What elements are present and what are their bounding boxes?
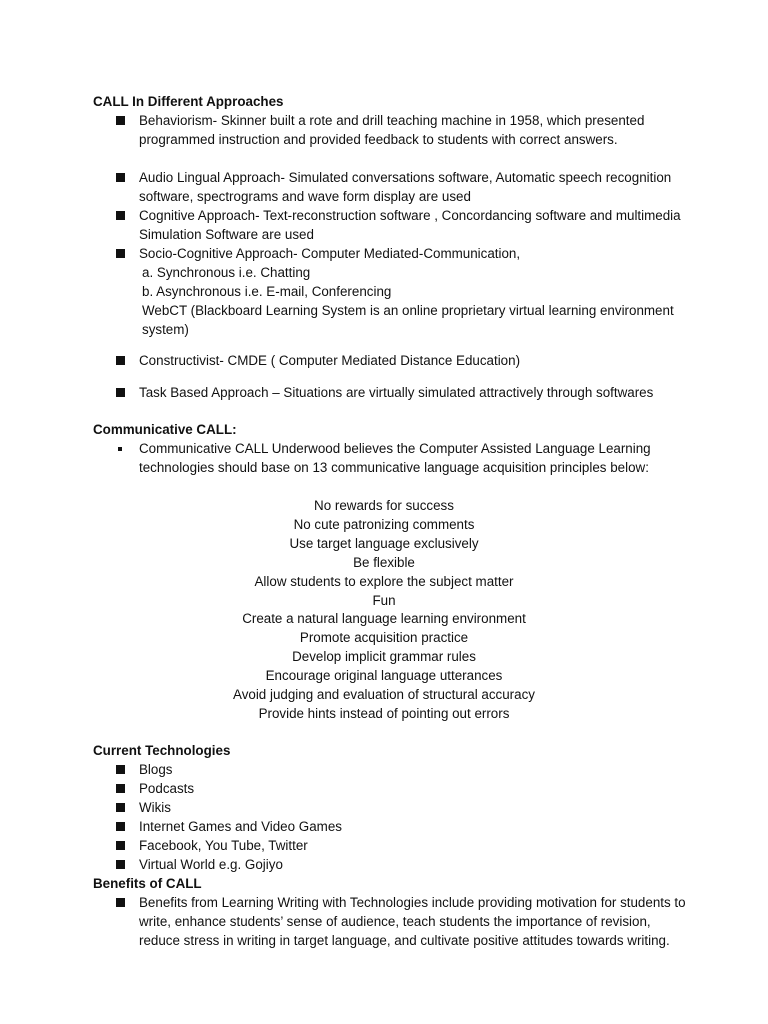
list-item-text: Virtual World e.g. Gojiyo <box>139 857 283 872</box>
square-bullet-icon <box>116 356 125 365</box>
square-bullet-icon <box>116 898 125 907</box>
list-item-text: Behaviorism- Skinner built a rote and drill teaching machine in 1958, which presented programmed instruction and provided feedback to students with correct answers. <box>139 113 645 147</box>
list-item-technology <box>116 818 686 837</box>
small-square-bullet-icon <box>118 447 122 451</box>
list-item-text: Internet Games and Video Games <box>139 819 342 834</box>
principle-line: Use target language exclusively <box>289 536 479 551</box>
square-bullet-icon <box>116 249 125 258</box>
list-item-technology <box>116 837 686 856</box>
list-item-cognitive <box>116 207 686 245</box>
list-item-text: Facebook, You Tube, Twitter <box>139 838 308 853</box>
list-item-audio-lingual <box>116 169 686 207</box>
principle-line: No cute patronizing comments <box>293 517 475 532</box>
square-bullet-icon <box>116 784 125 793</box>
section-heading-technologies: Current Technologies <box>93 743 231 758</box>
list-item-task-based <box>116 384 686 403</box>
square-bullet-icon <box>116 841 125 850</box>
section-heading-benefits: Benefits of CALL <box>93 876 202 891</box>
square-bullet-icon <box>116 860 125 869</box>
list-item-socio-cognitive <box>116 245 686 264</box>
square-bullet-icon <box>116 803 125 812</box>
list-item-text: Task Based Approach – Situations are virtually simulated attractively through softwares <box>139 385 654 400</box>
list-item-text: Wikis <box>139 800 171 815</box>
square-bullet-icon <box>116 116 125 125</box>
list-item-benefit <box>116 894 686 950</box>
principle-line: Develop implicit grammar rules <box>292 649 476 664</box>
square-bullet-icon <box>116 388 125 397</box>
principle-line: Provide hints instead of pointing out errors <box>258 706 510 721</box>
list-item-text: Socio-Cognitive Approach- Computer Mediated-Communication, <box>139 246 521 261</box>
square-bullet-icon <box>116 765 125 774</box>
socio-sub-asynchronous: b. Asynchronous i.e. E-mail, Conferencing <box>142 284 392 299</box>
square-bullet-icon <box>116 173 125 182</box>
list-item-technology <box>116 856 686 875</box>
list-item-text: Audio Lingual Approach- Simulated conversations software, Automatic speech recognition software, spectrograms and wave form display are used <box>139 170 672 204</box>
principle-line: Be flexible <box>353 555 415 570</box>
principle-line: Avoid judging and evaluation of structural accuracy <box>233 687 535 702</box>
list-item-constructivist <box>116 352 686 371</box>
square-bullet-icon <box>116 822 125 831</box>
list-item-behaviorism <box>116 112 686 150</box>
list-item-technology <box>116 799 686 818</box>
principle-line: No rewards for success <box>314 498 454 513</box>
principle-line: Encourage original language utterances <box>265 668 503 683</box>
list-item-text: Podcasts <box>139 781 195 796</box>
section-heading-approaches: CALL In Different Approaches <box>93 94 284 109</box>
list-item-text: Cognitive Approach- Text-reconstruction software , Concordancing software and multimedia Simulation Software are used <box>139 208 681 242</box>
list-item-text: Constructivist- CMDE ( Computer Mediated Distance Education) <box>139 353 521 368</box>
principle-line: Allow students to explore the subject matter <box>254 574 514 589</box>
socio-sub-webct: WebCT (Blackboard Learning System is an online proprietary virtual learning environment system) <box>142 303 674 337</box>
principle-line: Promote acquisition practice <box>299 630 469 645</box>
list-item-communicative-intro <box>116 440 686 478</box>
principle-line: Create a natural language learning environment <box>242 611 526 626</box>
list-item-technology <box>116 761 686 780</box>
list-item-text: Benefits from Learning Writing with Technologies include providing motivation for students to write, enhance students’ sense of audience, teach students the importance of revision, reduce stress in writing in target language, and cultivate positive attitudes towards writing. <box>139 895 686 948</box>
list-item-text: Blogs <box>139 762 173 777</box>
list-item-technology <box>116 780 686 799</box>
square-bullet-icon <box>116 211 125 220</box>
socio-sub-synchronous: a. Synchronous i.e. Chatting <box>142 265 311 280</box>
section-heading-communicative: Communicative CALL: <box>93 422 237 437</box>
list-item-text: Communicative CALL Underwood believes the Computer Assisted Language Learning technologies should base on 13 communicative language acquisition principles below: <box>139 441 651 475</box>
principle-line: Fun <box>372 593 396 608</box>
